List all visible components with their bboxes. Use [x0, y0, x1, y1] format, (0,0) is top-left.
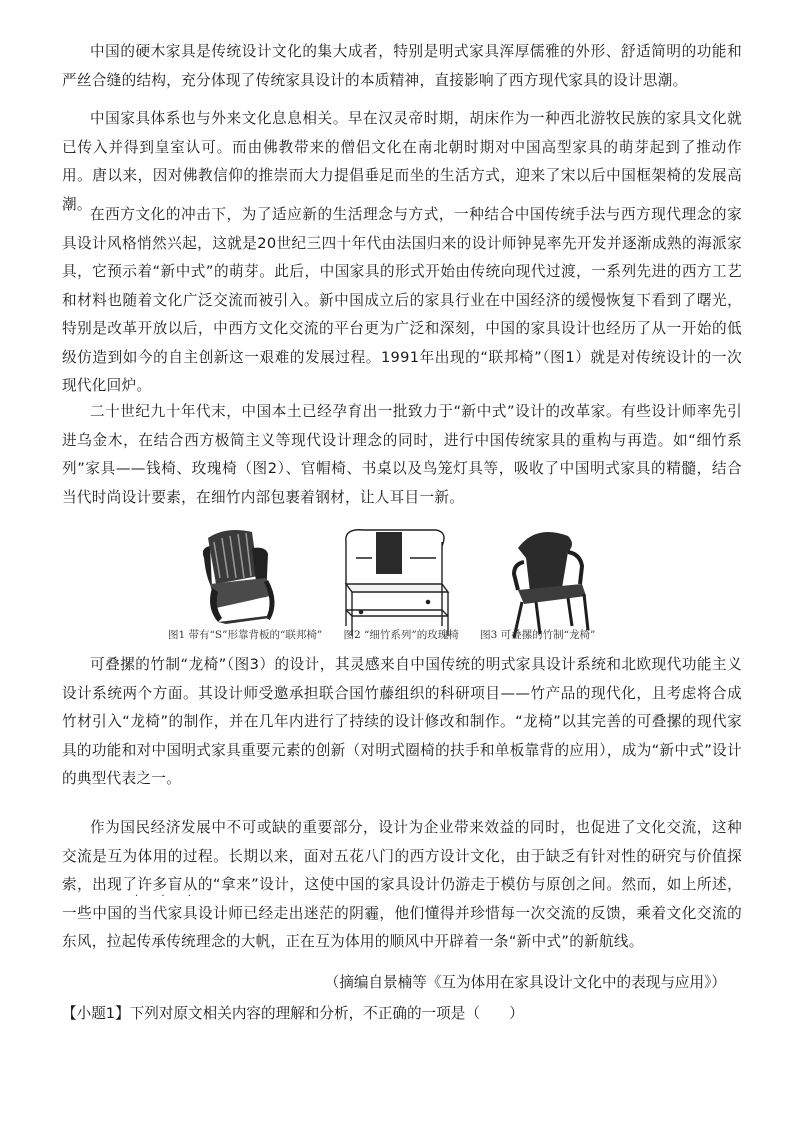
rose-chair-image [346, 530, 448, 636]
paragraph-2: 中国家具体系也与外来文化息息相关。早在汉灵帝时期，胡床作为一种西北游牧民族的家具文化就已传入并得到皇室认可。而由佛教带来的僧侣文化在南北朝时期对中国高型家具的萌芽起到了推动作用。唐以来，因对佛教信仰的推崇而大力提倡垂足而坐的生活方式，迎来了宋以后中国框架椅的发展高潮。 [62, 110, 742, 213]
figure-2-caption: 图2 “细竹系列”的玫瑰椅 [343, 629, 459, 641]
figure-1-caption: 图1 带有“S”形靠背板的“联邦椅” [168, 629, 323, 641]
question-prompt: 【小题1】下列对原文相关内容的理解和分析，不正确的一项是（ ） [62, 1005, 524, 1022]
dragon-chair-image [514, 532, 588, 638]
paragraph-3: 在西方文化的冲击下，为了适应新的生活理念与方式，一种结合中国传统手法与西方现代理念的家具设计风格悄然兴起，这就是20世纪三四十年代由法国归来的设计师钟晃率先开发并逐渐成熟的海派家具，它预示着“新中式”的萌芽。此后，中国家具的形式开始由传统向现代过渡，一系列先进的西方工艺和材料也随着文化广泛交流而被引入。新中国成立后的家具行业在中国经济的缓慢恢复下看到了曙光，特别是改革开放以后，中西方文化交流的平台更为广泛和深刻，中国的家具设计也经历了从一开始的低级仿造到如今的自主创新这一艰难的发展过程。1991年出现的“联邦椅”（图1）就是对传统设计的一次现代化回炉。 [62, 206, 742, 394]
paragraph-1: 中国的硬木家具是传统设计文化的集大成者，特别是明式家具浑厚儒雅的外形、舒适简明的功能和严丝合缝的结构，充分体现了传统家具设计的本质精神，直接影响了西方现代家具的设计思潮。 [62, 43, 742, 89]
emphasis-dots: · · · [135, 891, 201, 902]
figure-3-caption: 图3 可叠摞的竹制“龙椅” [480, 629, 596, 641]
paragraph-6: 作为国民经济发展中不可或缺的重要部分，设计为企业带来效益的同时，也促进了文化交流，这种交流是互为体用的过程。长期以来，面对五花八门的西方设计文化，由于缺乏有针对性的研究与价值探索，出现了许多盲从的“拿来”设计，这使中国的家具设计仍游走于模仿与原创之间。然而，如上所述，一些中国的当代家具设计师已经走出迷茫的阴霾，他们懂得并珍惜每一次交流的反馈，乘着文化交流的东风，拉起传承传统理念的大帆，正在互为体用的顺风中开辟着一条“新中式”的新航线。 [62, 819, 742, 950]
lianbang-chair-image [203, 530, 275, 624]
source-citation: （摘编自景楠等《互为体用在家具设计文化中的表现与应用》） [324, 974, 726, 991]
paragraph-5: 可叠摞的竹制“龙椅”（图3）的设计，其灵感来自中国传统的明式家具设计系统和北欧现代功能主义设计系统两个方面。其设计师受邀承担联合国竹藤组织的科研项目——竹产品的现代化，且考虑将合成竹材引入“龙椅”的制作，并在几年内进行了持续的设计修改和制作。“龙椅”以其完善的可叠摞的现代家具的功能和对中国明式家具重要元素的创新（对明式圈椅的扶手和单板靠背的应用），成为“新中式”设计的典型代表之一。 [62, 656, 742, 787]
paragraph-4: 二十世纪九十年代末，中国本土已经孕育出一批致力于“新中式”设计的改革家。有些设计师率先引进乌金木，在结合西方极简主义等现代设计理念的同时，进行中国传统家具的重构与再造。如“细竹系列”家具——钱椅、玫瑰椅（图2）、官帽椅、书桌以及鸟笼灯具等，吸收了中国明式家具的精髓，结合当代时尚设计要素，在细竹内部包裹着钢材，让人耳目一新。 [62, 403, 742, 506]
figure-caption-row [168, 627, 638, 642]
